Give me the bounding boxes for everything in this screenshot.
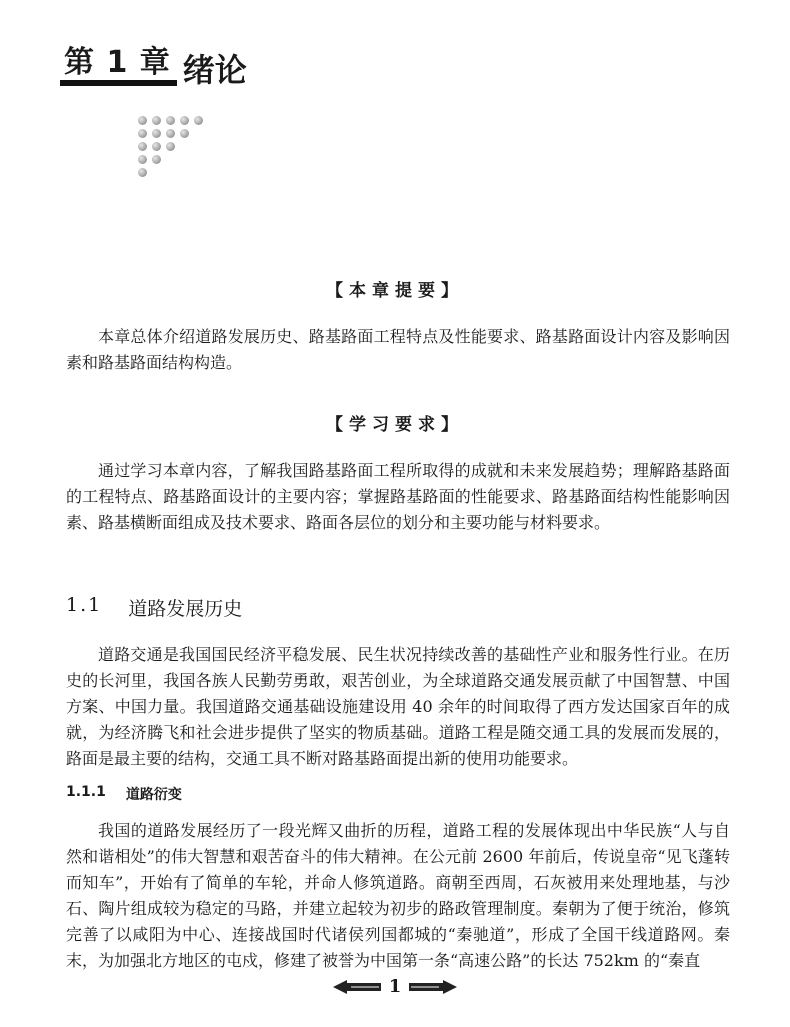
dot-icon [138, 129, 147, 138]
page-number: 1 [388, 976, 402, 997]
section-heading [66, 594, 242, 621]
subsection-heading [66, 784, 182, 804]
right-arrow-icon [409, 980, 457, 994]
chapter-heading [60, 45, 247, 89]
left-arrow-icon [333, 980, 381, 994]
dot-icon [138, 155, 147, 164]
subsection-title: 道路衍变 [125, 787, 182, 803]
subsection-paragraph: 我国的道路发展经历了一段光辉又曲折的历程，道路工程的发展体现出中华民族“人与自然和谐相处”的伟大智慧和艰苦奋斗的伟大精神。在公元前 2600 年前后，传说皇帝“见飞蓬转而知车”，开始有了简单的车轮，并命人修筑道路。商朝至西周，石灰被用来处理地基，与沙石、陶片组成较为稳定的马路，并建立起较为初步的路政管理制度。秦朝为了便于统治，修筑完善了以咸阳为中心、连接战国时代诸侯列国都城的“秦驰道”，形成了全国干线道路网。秦末，为加强北方地区的屯戍，修建了被誉为中国第一条“高速公路”的长达 752km 的“秦直 [66, 821, 730, 970]
dot-row [138, 142, 203, 151]
summary-heading: 【本章提要】 [326, 281, 464, 301]
summary-text: 本章总体介绍道路发展历史、路基路面工程特点及性能要求、路基路面设计内容及影响因素和路基路面结构构造。 [66, 327, 730, 372]
dot-row [138, 155, 203, 164]
page-footer [0, 976, 790, 997]
dot-icon [152, 129, 161, 138]
dot-icon [194, 116, 203, 125]
subsection-number: 1.1.1 [66, 784, 106, 800]
requirements-heading: 【学习要求】 [326, 415, 464, 435]
dot-icon [166, 116, 175, 125]
dot-icon [180, 116, 189, 125]
section-paragraph: 道路交通是我国国民经济平稳发展、民生状况持续改善的基础性产业和服务性行业。在历史的长河里，我国各族人民勤劳勇敢，艰苦创业，为全球道路交通发展贡献了中国智慧、中国方案、中国力量。我国道路交通基础设施建设用 40 余年的时间取得了西方发达国家百年的成就，为经济腾飞和社会进步提供了坚实的物质基础。道路工程是随交通工具的发展而发展的，路面是最主要的结构，交通工具不断对路基路面提出新的使用功能要求。 [66, 645, 730, 768]
dot-row [138, 168, 203, 177]
dot-row [138, 129, 203, 138]
decorative-dots [138, 116, 203, 181]
section-title: 道路发展历史 [128, 598, 243, 620]
dot-icon [180, 129, 189, 138]
dot-icon [138, 168, 147, 177]
requirements-text: 通过学习本章内容，了解我国路基路面工程所取得的成就和未来发展趋势；理解路基路面的工程特点、路基路面设计的主要内容；掌握路基路面的性能要求、路基路面结构性能影响因素、路基横断面组成及技术要求、路面各层位的划分和主要功能与材料要求。 [66, 461, 730, 532]
chapter-title: 绪论 [182, 51, 247, 89]
dot-icon [152, 155, 161, 164]
dot-icon [152, 116, 161, 125]
section-number: 1.1 [66, 594, 103, 616]
dot-icon [166, 142, 175, 151]
chapter-number: 第 1 章 [60, 48, 177, 86]
dot-icon [152, 142, 161, 151]
dot-icon [138, 116, 147, 125]
dot-icon [138, 142, 147, 151]
dot-row [138, 116, 203, 125]
dot-icon [166, 129, 175, 138]
